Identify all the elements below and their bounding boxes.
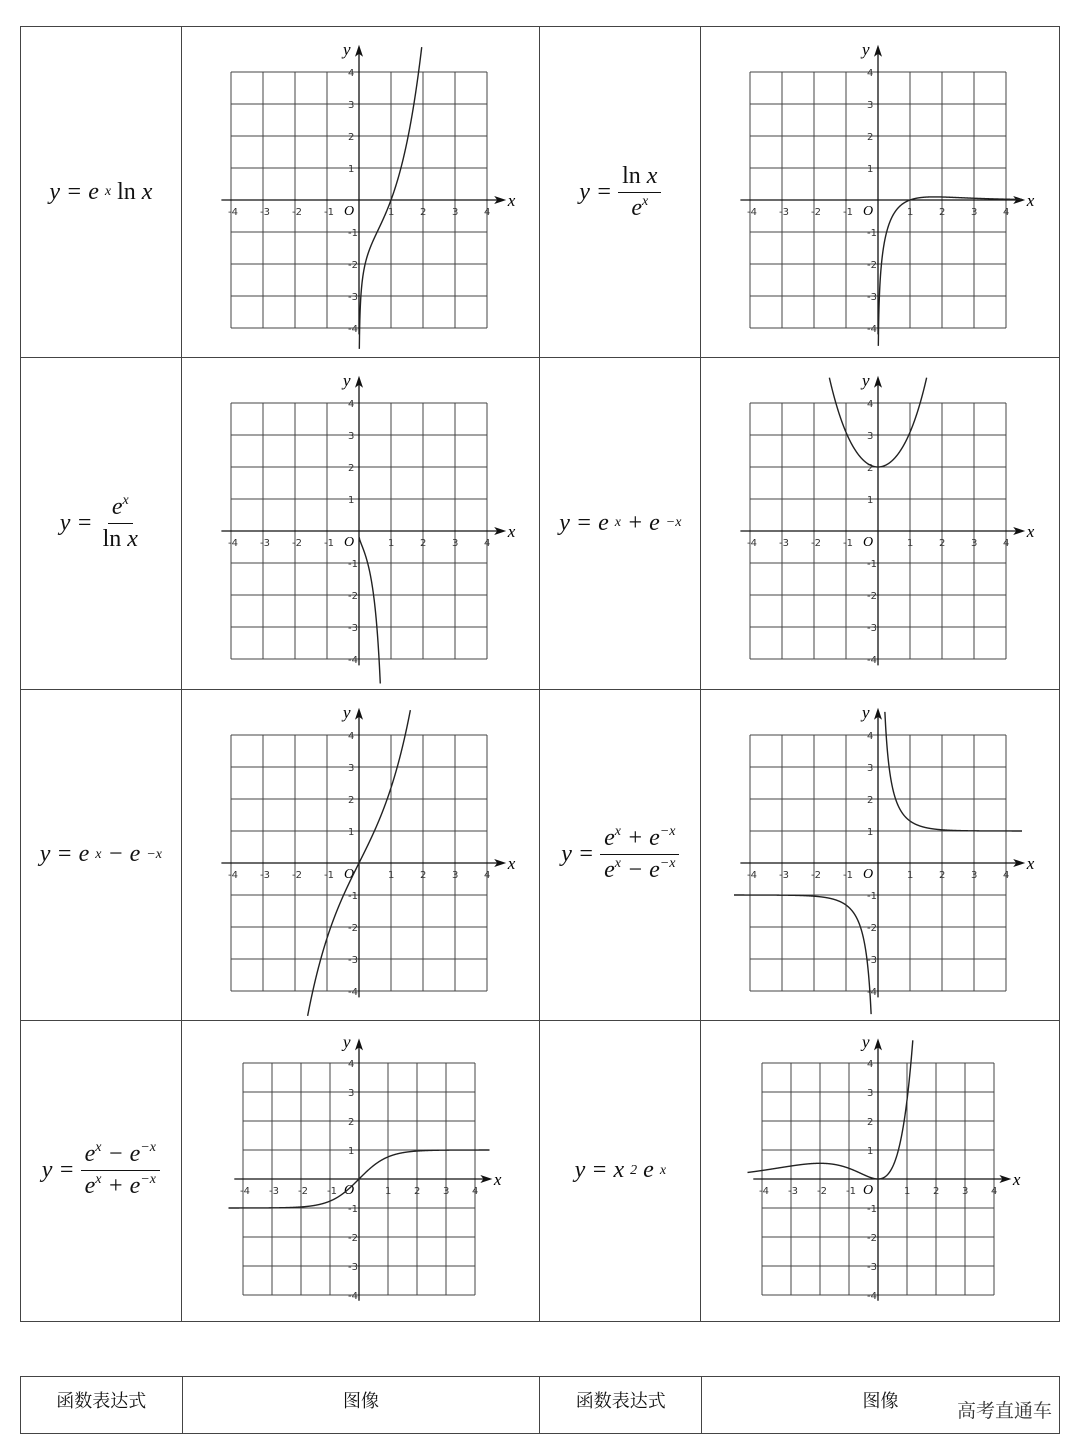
y-tick-label: -1 — [867, 1203, 878, 1215]
x-tick-label: -2 — [817, 1185, 828, 1197]
graph-cell — [181, 689, 540, 1020]
x-tick-label: -3 — [788, 1185, 799, 1197]
y-tick-label: 1 — [347, 164, 354, 176]
graph-cell — [181, 358, 540, 689]
y-tick-label: -4 — [867, 324, 878, 336]
y-tick-label: -4 — [347, 986, 358, 998]
y-tick-label: -3 — [347, 623, 358, 635]
y-axis-label: y — [862, 1032, 870, 1052]
y-tick-label: 1 — [867, 495, 874, 507]
x-tick-label: 2 — [413, 1185, 420, 1197]
x-tick-label: -1 — [326, 1185, 337, 1197]
y-tick-label: -4 — [867, 986, 878, 998]
y-tick-label: 2 — [347, 794, 354, 806]
x-axis-label: x — [493, 1169, 502, 1189]
y-tick-label: -2 — [347, 591, 358, 603]
y-tick-label: 4 — [347, 730, 354, 742]
x-tick-label: 2 — [933, 1185, 940, 1197]
y-tick-label: -1 — [867, 559, 878, 571]
x-axis-label: x — [1026, 522, 1035, 542]
y-axis-label: y — [342, 371, 351, 391]
y-tick-label: -4 — [347, 324, 358, 336]
x-tick-label: -4 — [747, 869, 758, 881]
x-tick-label: 4 — [1003, 869, 1010, 881]
formula-cell — [540, 27, 701, 358]
y-tick-label: -1 — [347, 1203, 358, 1215]
y-tick-label: -1 — [867, 228, 878, 240]
watermark: 高考直通车 — [956, 1400, 1052, 1422]
formula-cell — [540, 689, 701, 1020]
y-tick-label: 3 — [867, 431, 874, 443]
y-tick-label: -3 — [347, 1261, 358, 1273]
x-tick-label: 2 — [419, 869, 426, 881]
formula-tanh-form: y = $\frac{e^x - e^{-x}}{e^x + e^{-x}}$ — [42, 1141, 160, 1200]
graph-coth-form — [730, 702, 1035, 1005]
x-tick-label: -4 — [227, 869, 238, 881]
y-tick-label: 3 — [347, 762, 354, 774]
header-table — [20, 1376, 1060, 1434]
header-graph: 图像 — [702, 1377, 1060, 1434]
y-tick-label: 4 — [867, 399, 874, 411]
x-tick-label: 2 — [419, 207, 426, 219]
x-tick-label: 2 — [939, 207, 946, 219]
graph-cell — [701, 27, 1060, 358]
formula-cell — [540, 1020, 701, 1321]
x-tick-label: 1 — [387, 207, 394, 219]
x-tick-label: -2 — [297, 1185, 308, 1197]
y-tick-label: -3 — [867, 292, 878, 304]
x-tick-label: 4 — [991, 1185, 998, 1197]
formula-ex-lnx: y = e x ln x — [49, 178, 153, 205]
formula-ex-minus-e-neg-x: y = e x − e −x — [39, 841, 162, 868]
formula-ex-plus-e-neg-x: y = e x + e −x — [559, 509, 682, 536]
x-tick-label: 4 — [483, 869, 490, 881]
formula-x2-ex: y = x 2 e x — [574, 1157, 667, 1184]
x-tick-label: 3 — [451, 538, 458, 550]
x-tick-label: -2 — [291, 207, 302, 219]
y-tick-label: 2 — [347, 1116, 354, 1128]
header-graph: 图像 — [182, 1377, 540, 1434]
x-tick-label: 1 — [387, 538, 394, 550]
x-tick-label: -3 — [259, 538, 270, 550]
y-tick-label: 1 — [867, 164, 874, 176]
x-tick-label: -1 — [323, 869, 334, 881]
y-tick-label: 2 — [347, 463, 354, 475]
x-axis-label: x — [1012, 1169, 1021, 1189]
y-tick-label: 4 — [867, 1058, 874, 1070]
graph-ex-plus-e-neg-x — [730, 371, 1035, 673]
x-tick-label: 3 — [971, 869, 978, 881]
y-tick-label: -2 — [347, 922, 358, 934]
y-tick-label: 4 — [867, 730, 874, 742]
x-tick-label: 4 — [471, 1185, 478, 1197]
y-tick-label: 3 — [867, 100, 874, 112]
graph-cell — [701, 358, 1060, 689]
formula-lnx-over-ex: y = $\frac{\text{ln x}}{e^x}$ — [579, 163, 661, 222]
x-tick-label: 3 — [451, 207, 458, 219]
x-tick-label: 2 — [419, 538, 426, 550]
y-axis-label: y — [862, 39, 870, 59]
x-tick-label: -4 — [239, 1185, 250, 1197]
function-curve — [878, 197, 1022, 346]
y-tick-label: 4 — [867, 68, 874, 80]
x-tick-label: 4 — [1003, 538, 1010, 550]
y-tick-label: -4 — [347, 655, 358, 667]
formula-cell — [21, 689, 182, 1020]
header-function-expression: 函数表达式 — [540, 1377, 702, 1434]
y-tick-label: -2 — [867, 260, 878, 272]
y-tick-label: -3 — [347, 292, 358, 304]
y-tick-label: -3 — [867, 954, 878, 966]
graph-tanh-form — [211, 1026, 511, 1316]
x-tick-label: 1 — [387, 869, 394, 881]
y-tick-label: 2 — [867, 794, 874, 806]
y-tick-label: -2 — [347, 1232, 358, 1244]
header-function-expression: 函数表达式 — [21, 1377, 183, 1434]
origin-label: O — [863, 535, 874, 551]
x-tick-label: -4 — [227, 207, 238, 219]
x-tick-label: -3 — [259, 207, 270, 219]
x-tick-label: -4 — [747, 538, 758, 550]
y-tick-label: -1 — [347, 228, 358, 240]
x-tick-label: -2 — [811, 207, 822, 219]
x-tick-label: -4 — [759, 1185, 770, 1197]
formula-cell — [21, 1020, 182, 1321]
y-tick-label: -3 — [867, 1261, 878, 1273]
formula-cell — [540, 358, 701, 689]
y-tick-label: -2 — [347, 260, 358, 272]
origin-label: O — [343, 1182, 354, 1198]
y-axis-label: y — [342, 702, 351, 722]
x-tick-label: -2 — [811, 869, 822, 881]
y-tick-label: 4 — [347, 68, 354, 80]
y-tick-label: 4 — [347, 399, 354, 411]
graph-lnx-over-ex — [730, 39, 1035, 342]
y-tick-label: -2 — [867, 922, 878, 934]
x-tick-label: 1 — [907, 538, 914, 550]
y-tick-label: 1 — [867, 826, 874, 838]
y-tick-label: 3 — [347, 1087, 354, 1099]
origin-label: O — [863, 204, 874, 220]
y-tick-label: -1 — [347, 890, 358, 902]
y-tick-label: 2 — [347, 132, 354, 144]
graph-cell — [181, 1020, 540, 1321]
x-tick-label: 1 — [907, 869, 914, 881]
y-tick-label: 2 — [867, 132, 874, 144]
x-tick-label: -4 — [747, 207, 758, 219]
function-table — [20, 26, 1060, 1322]
formula-coth-form: y = $\frac{e^x + e^{-x}}{e^x - e^{-x}}$ — [561, 825, 679, 884]
x-axis-label: x — [1026, 191, 1035, 211]
x-tick-label: 3 — [451, 869, 458, 881]
origin-label: O — [863, 866, 874, 882]
x-axis-label: x — [1026, 853, 1035, 873]
y-tick-label: -3 — [347, 954, 358, 966]
graph-ex-over-lnx — [211, 371, 515, 673]
x-tick-label: -3 — [268, 1185, 279, 1197]
y-tick-label: 3 — [867, 1087, 874, 1099]
y-tick-label: 3 — [347, 431, 354, 443]
y-tick-label: -3 — [867, 623, 878, 635]
x-tick-label: -1 — [846, 1185, 857, 1197]
graph-x2-ex — [730, 1026, 1030, 1316]
y-axis-label: y — [862, 371, 870, 391]
x-tick-label: -1 — [843, 538, 854, 550]
x-tick-label: 4 — [483, 207, 490, 219]
graph-cell — [181, 27, 540, 358]
x-tick-label: -3 — [779, 869, 790, 881]
x-tick-label: 4 — [483, 538, 490, 550]
graph-ex-lnx — [211, 39, 515, 342]
x-axis-label: x — [507, 522, 515, 542]
origin-label: O — [343, 204, 354, 220]
x-tick-label: -1 — [323, 207, 334, 219]
y-tick-label: 1 — [867, 1145, 874, 1157]
formula-cell — [21, 27, 182, 358]
y-tick-label: 3 — [347, 100, 354, 112]
x-axis-label: x — [507, 853, 515, 873]
formula-ex-over-lnx: y = $\frac{e^x}{\text{ln x}}$ — [59, 492, 138, 552]
x-tick-label: -2 — [291, 538, 302, 550]
y-tick-label: -4 — [347, 1290, 358, 1302]
y-tick-label: 1 — [347, 1145, 354, 1157]
y-tick-label: -4 — [867, 655, 878, 667]
x-tick-label: -3 — [779, 538, 790, 550]
x-tick-label: -4 — [227, 538, 238, 550]
y-axis-label: y — [342, 39, 351, 59]
y-tick-label: -4 — [867, 1290, 878, 1302]
function-curve — [748, 1040, 913, 1179]
y-tick-label: 1 — [347, 826, 354, 838]
x-tick-label: -2 — [811, 538, 822, 550]
y-tick-label: 1 — [347, 495, 354, 507]
x-tick-label: 3 — [962, 1185, 969, 1197]
origin-label: O — [863, 1182, 874, 1198]
x-tick-label: -1 — [323, 538, 334, 550]
origin-label: O — [343, 866, 354, 882]
y-tick-label: -1 — [347, 559, 358, 571]
x-tick-label: 3 — [971, 538, 978, 550]
y-tick-label: -2 — [867, 1232, 878, 1244]
y-tick-label: 2 — [867, 1116, 874, 1128]
y-tick-label: 3 — [867, 762, 874, 774]
x-tick-label: 1 — [907, 207, 914, 219]
x-tick-label: 1 — [904, 1185, 911, 1197]
origin-label: O — [343, 535, 354, 551]
y-tick-label: 4 — [347, 1058, 354, 1070]
y-axis-label: y — [342, 1032, 351, 1052]
graph-cell — [701, 689, 1060, 1020]
y-tick-label: -1 — [867, 890, 878, 902]
x-tick-label: 2 — [939, 538, 946, 550]
x-tick-label: 1 — [384, 1185, 391, 1197]
y-axis-label: y — [862, 702, 870, 722]
graph-ex-minus-e-neg-x — [211, 702, 515, 1005]
x-tick-label: 4 — [1003, 207, 1010, 219]
function-curve — [359, 537, 380, 683]
x-axis-label: x — [507, 191, 515, 211]
x-tick-label: -1 — [843, 207, 854, 219]
y-tick-label: 2 — [867, 463, 874, 475]
x-tick-label: 3 — [442, 1185, 449, 1197]
x-tick-label: -1 — [843, 869, 854, 881]
x-tick-label: 3 — [971, 207, 978, 219]
x-tick-label: 2 — [939, 869, 946, 881]
y-tick-label: -2 — [867, 591, 878, 603]
x-tick-label: -2 — [291, 869, 302, 881]
x-tick-label: -3 — [779, 207, 790, 219]
x-tick-label: -3 — [259, 869, 270, 881]
formula-cell — [21, 358, 182, 689]
graph-cell — [701, 1020, 1060, 1321]
